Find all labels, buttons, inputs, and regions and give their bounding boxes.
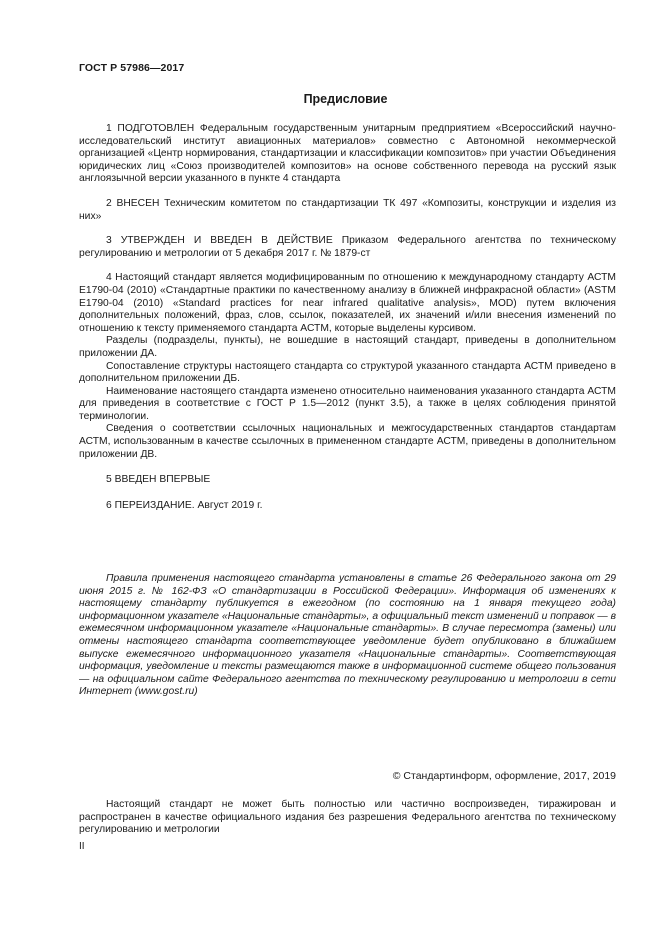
foreword-item-1: 1 ПОДГОТОВЛЕН Федеральным государственным унитарным предприятием «Всероссийский научно-исследовательский институт авиационных материалов» совместно с Автономной некоммерческой организацией «Центр нормирования, стандартизации и классификации композитов» при участии Объединения юридических лиц «Союз производителей композитов» на основе собственного перевода на русский язык англоязычной версии указанного в пункте 4 стандарта bbox=[79, 123, 616, 185]
foreword-item-4: 4 Настоящий стандарт является модифицированным по отношению к международному стандарту АСТМ Е1790-04 (2010) «Стандартные практики по качественному анализу в ближней инфракрасной области» (ASTM E1790-04 (2010) «Standard practices for near infrared qualitative analysis», MOD) путем включения дополнительных положений, фраз, слов, ссылок, показателей, их значений и/или внесения изменений по отношению к тексту применяемого стандарта АСТМ, которые выделены курсивом. bbox=[79, 272, 616, 334]
page-number: II bbox=[79, 841, 85, 852]
application-rules-text: Правила применения настоящего стандарта установлены в статье 26 Федерального закона от 29 июня 2015 г. № 162-ФЗ «О стандартизации в Российской Федерации». Информация об изменениях к настоящему стандарту публикуется в ежегодном (по состоянию на 1 января текущего года) информационном указателе «Национальные стандарты», а официальный текст изменений и поправок — в ежемесячном информационном указателе «Национальные стандарты». В случае пересмотра (замены) или отмены настоящего стандарта соответствующее уведомление будет опубликовано в ближайшем выпуске ежемесячного информационного указателя «Национальные стандарты». Соответствующая информация, уведомление и тексты размещаются также в информационной системе общего пользования — на официальном сайте Федерального агентства по техническому регулированию и метрологии в сети Интернет (www.gost.ru) bbox=[79, 573, 616, 698]
foreword-item-2: 2 ВНЕСЕН Техническим комитетом по стандартизации ТК 497 «Композиты, конструкции и изделия из них» bbox=[79, 197, 616, 222]
reproduction-rights-text: Настоящий стандарт не может быть полностью или частично воспроизведен, тиражирован и распространен в качестве официального издания без разрешения Федерального агентства по техническому регулированию и метрологии bbox=[79, 799, 616, 836]
foreword-item-4-sections: Разделы (подразделы, пункты), не вошедшие в настоящий стандарт, приведены в дополнительном приложении ДА. bbox=[79, 335, 616, 359]
application-rules-note bbox=[79, 573, 616, 699]
foreword-item-4-naming: Наименование настоящего стандарта изменено относительно наименования указанного стандарта АСТМ для приведения в соответствие с ГОСТ Р 1.5—2012 (пункт 3.5), а также в целях соблюдения принятой терминологии. bbox=[79, 385, 616, 422]
page-title: Предисловие bbox=[303, 92, 388, 106]
foreword-item-3: 3 УТВЕРЖДЕН И ВВЕДЕН В ДЕЙСТВИЕ Приказом Федерального агентства по техническому регулированию и метрологии от 5 декабря 2017 г. № 1879-ст bbox=[79, 235, 616, 259]
foreword-item-5: 5 ВВЕДЕН ВПЕРВЫЕ bbox=[106, 474, 211, 486]
standard-code-header: ГОСТ Р 57986—2017 bbox=[79, 62, 185, 74]
foreword-item-4-structure: Сопоставление структуры настоящего стандарта со структурой указанного стандарта АСТМ приведено в дополнительном приложении ДБ. bbox=[79, 360, 616, 385]
foreword-body bbox=[79, 123, 616, 512]
reproduction-rights bbox=[79, 799, 616, 837]
copyright-line: © Стандартинформ, оформление, 2017, 2019 bbox=[392, 770, 616, 782]
foreword-item-6: 6 ПЕРЕИЗДАНИЕ. Август 2019 г. bbox=[106, 499, 263, 511]
foreword-item-4-references: Сведения о соответствии ссылочных национальных и межгосударственных стандартов стандартам АСТМ, использованным в качестве ссылочных в примененном стандарте АСТМ, приведены в дополнительном приложении ДВ. bbox=[79, 423, 616, 460]
